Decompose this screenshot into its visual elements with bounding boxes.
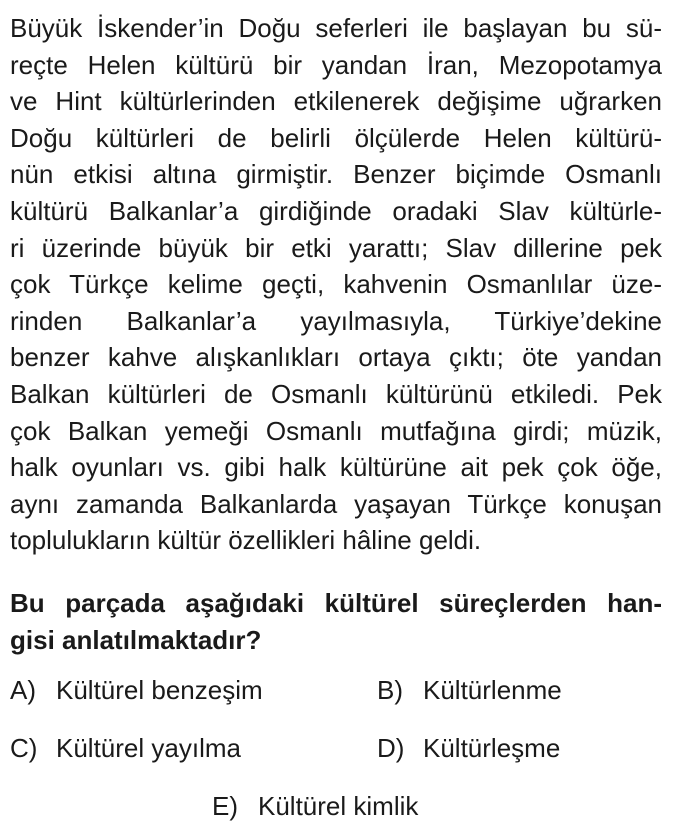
passage-line: çok Balkan yemeği Osmanlı mutfağına girdi; müzik, bbox=[10, 415, 662, 446]
option-text: Kültürel yayılma bbox=[56, 732, 241, 763]
option-letter: B) bbox=[377, 674, 403, 705]
passage-line: benzer kahve alışkanlıkları ortaya çıktı; öte yandan bbox=[10, 342, 662, 373]
passage-line: reçte Helen kültürü bir yandan İran, Mezopotamya bbox=[10, 49, 662, 80]
option-letter: A) bbox=[10, 674, 36, 705]
option-text: Kültürleşme bbox=[423, 732, 561, 763]
option-d[interactable] bbox=[377, 733, 560, 763]
answer-options bbox=[10, 675, 662, 825]
passage-line: ri üzerinde büyük bir etki yarattı; Slav dillerine pek bbox=[10, 232, 662, 263]
question-stem bbox=[10, 585, 662, 659]
passage-line: aynı zamanda Balkanlarda yaşayan Türkçe konuşan bbox=[10, 488, 662, 519]
option-letter: E) bbox=[212, 790, 238, 821]
passage-line: Doğu kültürleri de belirli ölçülerde Helen kültürü- bbox=[10, 122, 662, 153]
option-b[interactable] bbox=[377, 675, 562, 705]
option-e[interactable] bbox=[212, 791, 418, 821]
passage-line: nün etkisi altına girmiştir. Benzer biçimde Osmanlı bbox=[10, 159, 662, 190]
passage-text bbox=[10, 10, 662, 559]
question-line: Bu parçada aşağıdaki kültürel süreçlerden han- bbox=[10, 587, 662, 618]
passage-line: çok Türkçe kelime geçti, kahvenin Osmanlılar üze- bbox=[10, 269, 662, 300]
passage-line: kültürü Balkanlar’a girdiğinde oradaki Slav kültürle- bbox=[10, 195, 662, 226]
passage-line: halk oyunları vs. gibi halk kültürüne ait pek çok öğe, bbox=[10, 452, 662, 483]
passage-line: toplulukların kültür özellikleri hâline geldi. bbox=[10, 525, 482, 556]
passage-line: rinden Balkanlar’a yayılmasıyla, Türkiye’dekine bbox=[10, 305, 662, 336]
option-text: Kültürel kimlik bbox=[258, 790, 419, 821]
passage-line: Balkan kültürleri de Osmanlı kültürünü etkiledi. Pek bbox=[10, 378, 662, 409]
option-text: Kültürel benzeşim bbox=[56, 674, 263, 705]
passage-line: ve Hint kültürlerinden etkilenerek değişime uğrarken bbox=[10, 86, 662, 117]
question-line: gisi anlatılmaktadır? bbox=[10, 624, 262, 655]
option-text: Kültürlenme bbox=[423, 674, 562, 705]
option-c[interactable] bbox=[10, 733, 241, 763]
option-a[interactable] bbox=[10, 675, 263, 705]
question-page bbox=[10, 10, 662, 825]
option-letter: D) bbox=[377, 732, 405, 763]
option-letter: C) bbox=[10, 732, 38, 763]
passage-line: Büyük İskender’in Doğu seferleri ile başlayan bu sü- bbox=[10, 13, 662, 43]
